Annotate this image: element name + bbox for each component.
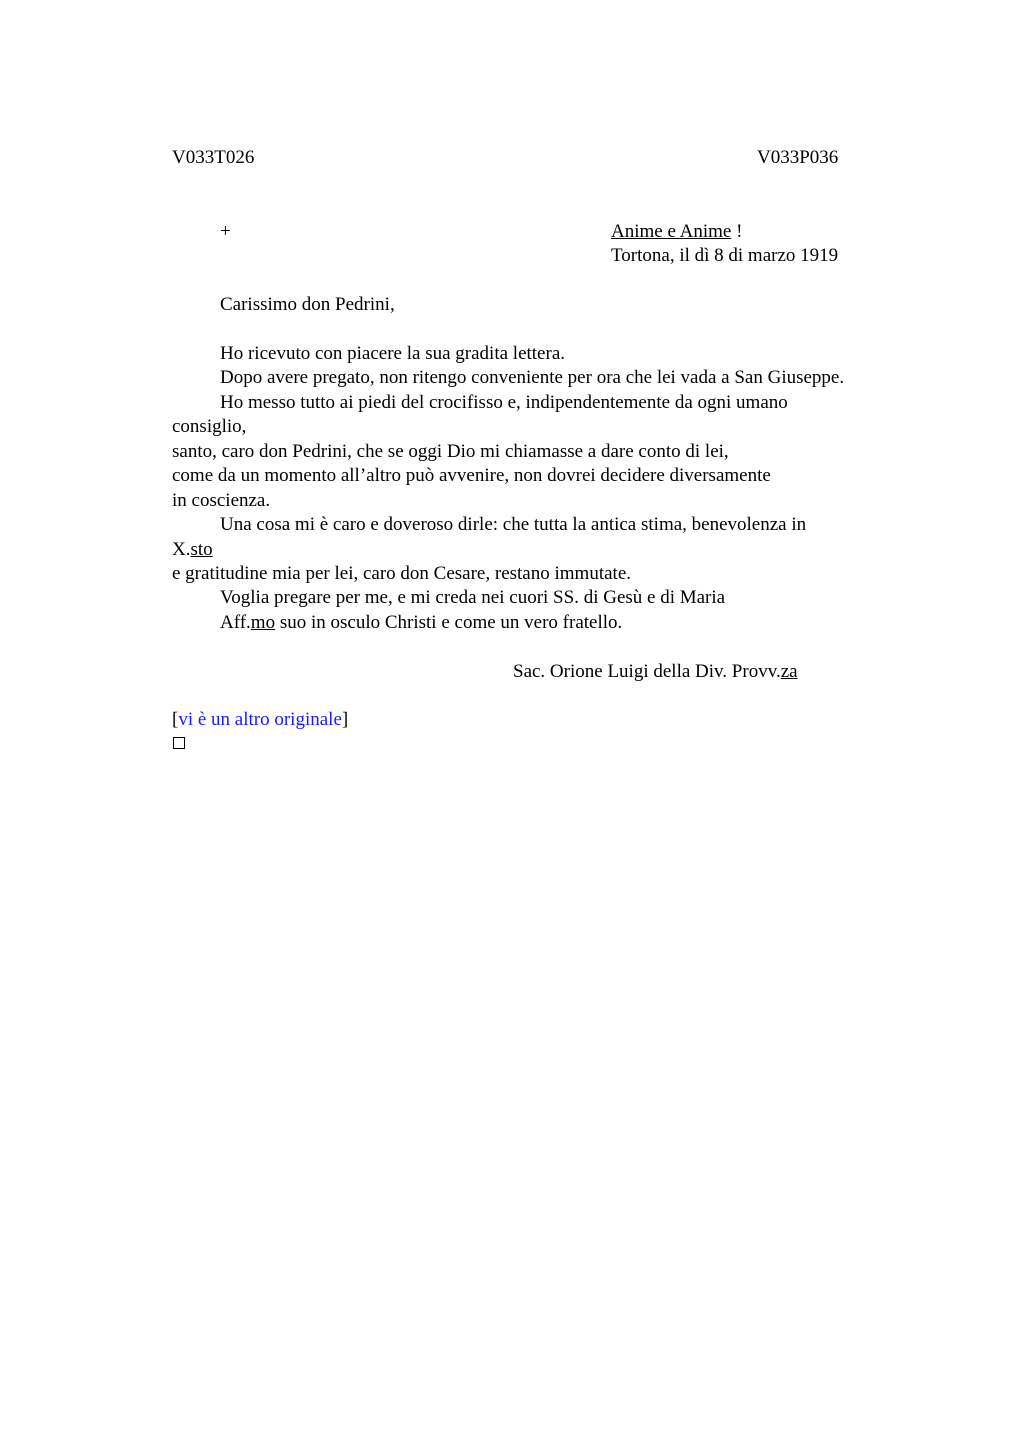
closing-underlined: mo — [250, 612, 276, 633]
document-code-right: V033P036 — [757, 147, 839, 168]
paragraph-line: consiglio, — [172, 416, 247, 437]
paragraph-line: e gratitudine mia per lei, caro don Cesare, restano immutate. — [172, 563, 631, 584]
paragraph-line: Ho ricevuto con piacere la sua gradita lettera. — [220, 343, 565, 364]
paragraph-line: Ho messo tutto ai piedi del crocifisso e, indipendentemente da ogni umano — [220, 392, 788, 413]
motto — [611, 220, 742, 244]
checkbox-square-icon — [173, 737, 185, 749]
place-date: Tortona, il dì 8 di marzo 1919 — [611, 245, 839, 266]
editorial-note — [172, 708, 348, 732]
abbrev-prefix: X. — [172, 539, 191, 560]
document-code-left: V033T026 — [172, 147, 255, 168]
motto-suffix: ! — [731, 221, 743, 242]
signature — [513, 660, 798, 684]
note-bracket-close: ] — [341, 709, 349, 730]
paragraph-line: come da un momento all’altro può avvenire, non dovrei decidere diversamente — [172, 465, 771, 486]
closing-prefix: Aff. — [220, 612, 251, 633]
note-link[interactable]: vi è un altro originale — [178, 709, 342, 730]
signature-underlined: za — [780, 661, 798, 682]
paragraph-line: Una cosa mi è caro e doveroso dirle: che tutta la antica stima, benevolenza in — [220, 514, 807, 535]
cross-symbol: + — [220, 221, 231, 242]
paragraph-line: Dopo avere pregato, non ritengo conveniente per ora che lei vada a San Giuseppe. — [220, 367, 845, 388]
closing-suffix: suo in osculo Christi e come un vero fratello. — [275, 612, 623, 633]
paragraph-line: in coscienza. — [172, 490, 271, 511]
note-bracket-open: [ — [172, 709, 179, 730]
closing-line — [220, 611, 622, 635]
greeting: Carissimo don Pedrini, — [220, 294, 395, 315]
paragraph-line — [172, 538, 213, 562]
signature-text: Sac. Orione Luigi della Div. Provv. — [513, 661, 781, 682]
paragraph-line: santo, caro don Pedrini, che se oggi Dio mi chiamasse a dare conto di lei, — [172, 441, 729, 462]
paragraph-line: Voglia pregare per me, e mi creda nei cuori SS. di Gesù e di Maria — [220, 587, 726, 608]
motto-underlined: Anime e Anime — [611, 221, 732, 242]
abbrev-underlined: sto — [190, 539, 213, 560]
